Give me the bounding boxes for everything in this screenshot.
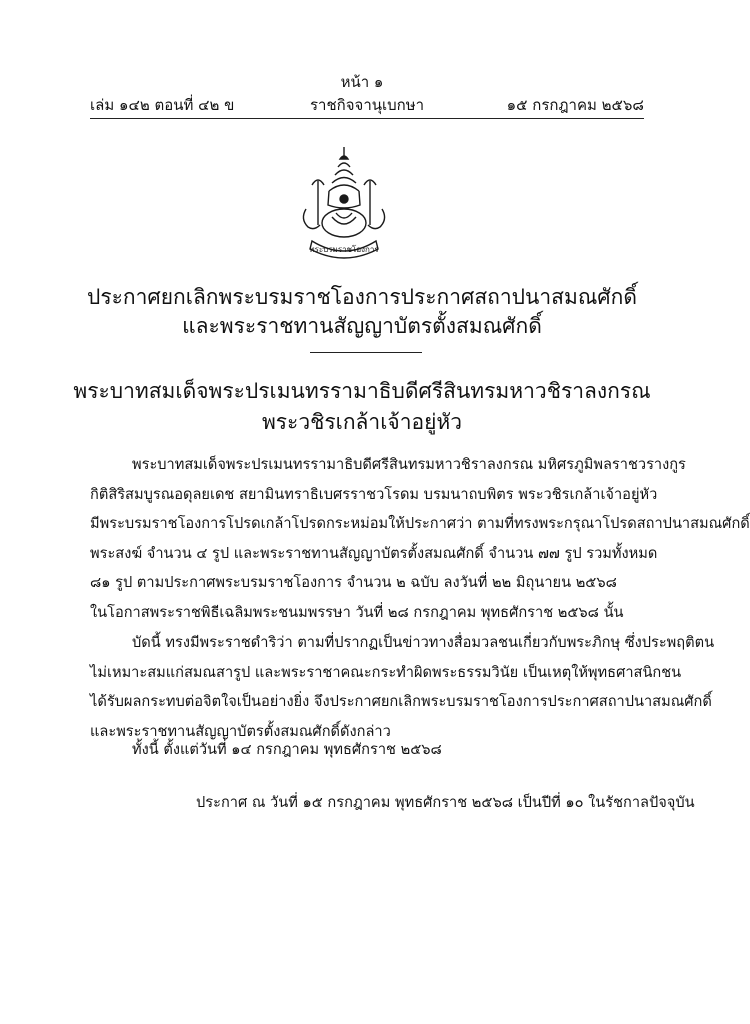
body-line: ในโอกาสพระราชพิธีเฉลิมพระชนมพรรษา วันที่ ๒๘ กรกฎาคม พุทธศักราช ๒๕๖๘ นั้น: [90, 603, 624, 621]
body-paragraph-1: [90, 450, 750, 628]
effective-date-line: ทั้งนี้ ตั้งแต่วันที่ ๑๔ กรกฎาคม พุทธศักราช ๒๕๖๘: [132, 741, 442, 758]
body-paragraph-2: [90, 628, 715, 746]
body-line: บัดนี้ ทรงมีพระราชดำริว่า ตามที่ปรากฏเป็นข่าวทางสื่อมวลชนเกี่ยวกับพระภิกษุ ซึ่งประพฤติตน: [132, 634, 715, 651]
body-line: พระสงฆ์ จำนวน ๔ รูป และพระราชทานสัญญาบัตรตั้งสมณศักดิ์ จำนวน ๗๗ รูป รวมทั้งหมด: [90, 544, 658, 562]
body-line: มีพระบรมราชโองการโปรดเกล้าโปรดกระหม่อมให้ประกาศว่า ตามที่ทรงพระกรุณาโปรดสถาปนาสมณศักดิ์: [90, 515, 750, 533]
king-name-line-1: พระบาทสมเด็จพระปรเมนทรรามาธิบดีศรีสินทรมหาวชิราลงกรณ: [73, 379, 651, 403]
body-line: กิติสิริสมบูรณอดุลยเดช สยามินทราธิเบศรราชวโรดม บรมนาถบพิตร พระวชิรเกล้าเจ้าอยู่หัว: [90, 485, 658, 503]
emblem-ribbon-text: พระบรมราชโองการ: [309, 245, 379, 254]
page-number: หน้า ๑: [340, 73, 384, 91]
announcement-title-line-1: ประกาศยกเลิกพระบรมราชโองการประกาศสถาปนาสมณศักดิ์: [87, 285, 637, 309]
body-line: ได้รับผลกระทบต่อจิตใจเป็นอย่างยิ่ง จึงประกาศยกเลิกพระบรมราชโองการประกาศสถาปนาสมณศักดิ์: [90, 693, 712, 711]
king-name-line-2: พระวชิรเกล้าเจ้าอยู่หัว: [261, 410, 463, 434]
issue-date: ๑๕ กรกฎาคม ๒๕๖๘: [506, 96, 644, 114]
royal-emblem: [298, 145, 390, 263]
header-divider: [90, 118, 644, 119]
body-line: ไม่เหมาะสมแก่สมณสารูป และพระราชาคณะกระทำผิดพระธรรมวินัย เป็นเหตุให้พุทธศาสนิกชน: [90, 663, 682, 681]
body-line: พระบาทสมเด็จพระปรเมนทรรามาธิบดีศรีสินทรมหาวชิราลงกรณ มหิศรภูมิพลราชวรางกูร: [132, 456, 686, 473]
proclamation-date: ประกาศ ณ วันที่ ๑๕ กรกฎาคม พุทธศักราช ๒๕๖๘ เป็นปีที่ ๑๐ ในรัชกาลปัจจุบัน: [196, 794, 695, 811]
gazette-name: ราชกิจจานุเบกษา: [310, 96, 425, 114]
body-line: และพระราชทานสัญญาบัตรตั้งสมณศักดิ์ดังกล่าว: [90, 722, 391, 740]
body-line: ๘๑ รูป ตามประกาศพระบรมราชโองการ จำนวน ๒ ฉบับ ลงวันที่ ๒๒ มิถุนายน ๒๕๖๘: [90, 574, 617, 592]
announcement-title-line-2: และพระราชทานสัญญาบัตรตั้งสมณศักดิ์: [182, 314, 542, 338]
volume-issue: เล่ม ๑๔๒ ตอนที่ ๔๒ ข: [90, 96, 235, 114]
title-divider: [310, 352, 422, 353]
gazette-header: [90, 96, 644, 118]
body-paragraph-3: [90, 735, 648, 765]
